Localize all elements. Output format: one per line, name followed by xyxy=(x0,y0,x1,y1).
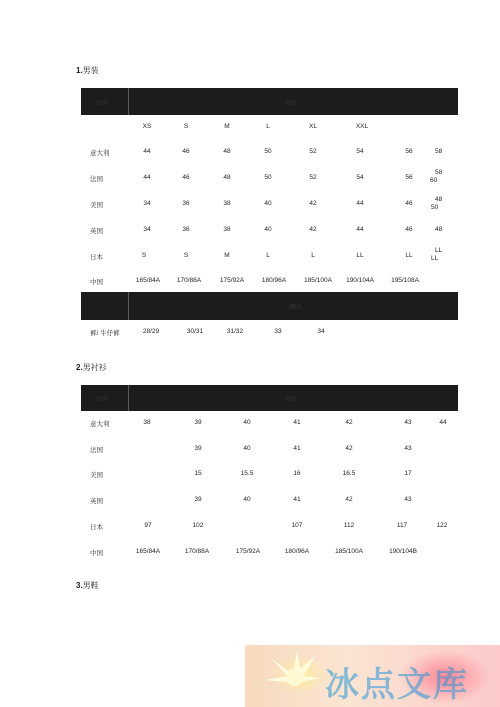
size-header-cell: L xyxy=(266,123,270,130)
table-cell: 52 xyxy=(309,148,317,155)
row-label: 意大利 xyxy=(90,421,110,428)
table-cell: 42 xyxy=(345,445,353,452)
pants-header-label: 腰围 xyxy=(289,305,302,311)
table-cell: 48 xyxy=(223,174,231,181)
row-label: 英国 xyxy=(90,228,103,235)
section-heading-men-shirts xyxy=(76,362,107,373)
table-cell: 50 xyxy=(264,148,272,155)
table-header-bar xyxy=(81,88,458,115)
table-cell: M xyxy=(224,252,230,259)
table-cell: 40 xyxy=(243,419,251,426)
table-cell: 16 xyxy=(293,470,301,477)
table-cell: 42 xyxy=(345,496,353,503)
table-cell: 30/31 xyxy=(186,328,204,335)
extra-size-cell: 48 xyxy=(435,226,443,233)
table-cell: 54 xyxy=(356,148,364,155)
table-cell: 44 xyxy=(143,148,151,155)
table-cell: 56 xyxy=(405,174,413,181)
extra-size-cell: LL LL xyxy=(431,247,443,262)
table-cell: 54 xyxy=(356,174,364,181)
row-label: 裤/ 牛仔裤 xyxy=(90,330,120,337)
table-cell: 42 xyxy=(309,200,317,207)
size-header-cell: XS xyxy=(142,123,152,130)
table-cell: S xyxy=(141,252,147,259)
table-cell: 170/88A xyxy=(176,277,202,284)
header-label-left: 尺码 xyxy=(96,101,109,107)
size-header-cell: S xyxy=(183,123,189,130)
section-title: 男鞋 xyxy=(82,581,99,590)
pants-header-bar xyxy=(81,292,458,320)
table-cell: 36 xyxy=(182,226,190,233)
table-cell: 41 xyxy=(293,445,301,452)
table-cell: 46 xyxy=(405,226,413,233)
row-label: 意大利 xyxy=(90,150,110,157)
table-cell: LL xyxy=(356,252,364,259)
row-label: 中国 xyxy=(90,550,103,557)
table-cell: 16.5 xyxy=(342,470,356,477)
table-cell: 52 xyxy=(309,174,317,181)
table-cell: 44 xyxy=(356,200,364,207)
row-label: 日本 xyxy=(90,524,103,531)
table-cell: 44 xyxy=(356,226,364,233)
table-cell: 43 xyxy=(404,496,412,503)
table-cell: 41 xyxy=(293,496,301,503)
header-divider xyxy=(128,385,129,411)
header-label-right: 尺码 xyxy=(285,397,298,403)
row-label: 法国 xyxy=(90,176,103,183)
extra-size-cell: 58 xyxy=(435,148,443,155)
table-cell: 40 xyxy=(243,496,251,503)
table-cell: 34 xyxy=(143,226,151,233)
section-number: 1. xyxy=(76,66,83,75)
table-cell: 42 xyxy=(309,226,317,233)
table-cell: 44 xyxy=(439,419,447,426)
section-heading-men-shoes xyxy=(76,580,99,591)
row-label: 英国 xyxy=(90,498,103,505)
table-header-bar xyxy=(81,385,458,411)
table-cell: 56 xyxy=(405,148,413,155)
table-cell: 34 xyxy=(143,200,151,207)
table-cell: 185/100A xyxy=(304,277,332,284)
table-cell: 195/108A xyxy=(391,277,419,284)
table-cell: 17 xyxy=(404,470,412,477)
sunburst-icon xyxy=(263,650,323,700)
row-label: 法国 xyxy=(90,447,103,454)
table-cell: 46 xyxy=(182,174,190,181)
table-cell: 34 xyxy=(317,328,325,335)
header-label-left: 尺码 xyxy=(96,397,109,403)
table-cell: 48 xyxy=(223,148,231,155)
size-header-cell: XL xyxy=(309,123,317,130)
row-label: 美国 xyxy=(90,202,103,209)
table-cell: 39 xyxy=(194,419,202,426)
table-cell: 180/96A xyxy=(284,548,310,555)
table-cell: 180/96A xyxy=(261,277,287,284)
extra-size-cell: 48 50 xyxy=(431,196,443,211)
table-cell: 50 xyxy=(264,174,272,181)
table-cell: 112 xyxy=(343,522,355,529)
table-cell: S xyxy=(183,252,189,259)
table-cell: 38 xyxy=(143,419,151,426)
table-cell: 165/84A xyxy=(135,277,161,284)
table-cell: 117 xyxy=(396,522,408,529)
row-label: 日本 xyxy=(90,254,103,261)
table-cell: 15 xyxy=(194,470,202,477)
table-cell: L xyxy=(266,252,270,259)
table-cell: 165/84A xyxy=(135,548,161,555)
table-cell: 40 xyxy=(264,200,272,207)
table-cell: 43 xyxy=(404,445,412,452)
section-title: 男衬衫 xyxy=(82,363,107,372)
table-cell: 102 xyxy=(192,522,204,529)
extra-size-cell: 58 60 xyxy=(430,169,443,184)
table-cell: 46 xyxy=(405,200,413,207)
row-label: 中国 xyxy=(90,279,103,286)
table-cell: 44 xyxy=(143,174,151,181)
table-cell: 190/104A xyxy=(346,277,374,284)
table-cell: 42 xyxy=(345,419,353,426)
table-cell: 39 xyxy=(194,496,202,503)
watermark-logo xyxy=(245,645,500,707)
table-cell: 175/92A xyxy=(219,277,245,284)
table-cell: 33 xyxy=(274,328,282,335)
table-cell: 46 xyxy=(182,148,190,155)
header-divider xyxy=(128,292,129,320)
table-cell: 122 xyxy=(436,522,448,529)
row-label: 美国 xyxy=(90,472,103,479)
header-divider xyxy=(128,88,129,115)
section-number: 3. xyxy=(76,581,83,590)
table-cell: 36 xyxy=(182,200,190,207)
table-cell: 185/100A xyxy=(335,548,363,555)
table-cell: 107 xyxy=(291,522,303,529)
table-cell: 190/104B xyxy=(389,548,417,555)
table-cell: L xyxy=(311,252,315,259)
table-cell: 43 xyxy=(404,419,412,426)
table-cell: 170/88A xyxy=(184,548,210,555)
table-cell: 40 xyxy=(243,445,251,452)
table-cell: 97 xyxy=(144,522,152,529)
table-cell: 41 xyxy=(293,419,301,426)
table-cell: 40 xyxy=(264,226,272,233)
size-header-cell: M xyxy=(224,123,230,130)
table-cell: 31/32 xyxy=(226,328,244,335)
size-header-cell: XXL xyxy=(355,123,369,130)
table-cell: 38 xyxy=(223,200,231,207)
header-label-right: 尺码 xyxy=(285,101,298,107)
section-heading-men-clothing xyxy=(76,65,99,76)
table-cell: 38 xyxy=(223,226,231,233)
section-number: 2. xyxy=(76,363,83,372)
table-cell: 15.5 xyxy=(240,470,254,477)
table-cell: LL xyxy=(405,252,413,259)
table-cell: 39 xyxy=(194,445,202,452)
table-cell: 28/29 xyxy=(142,328,160,335)
section-title: 男装 xyxy=(82,66,99,75)
table-cell: 175/92A xyxy=(235,548,261,555)
watermark-text: 冰点文库 xyxy=(325,666,469,704)
